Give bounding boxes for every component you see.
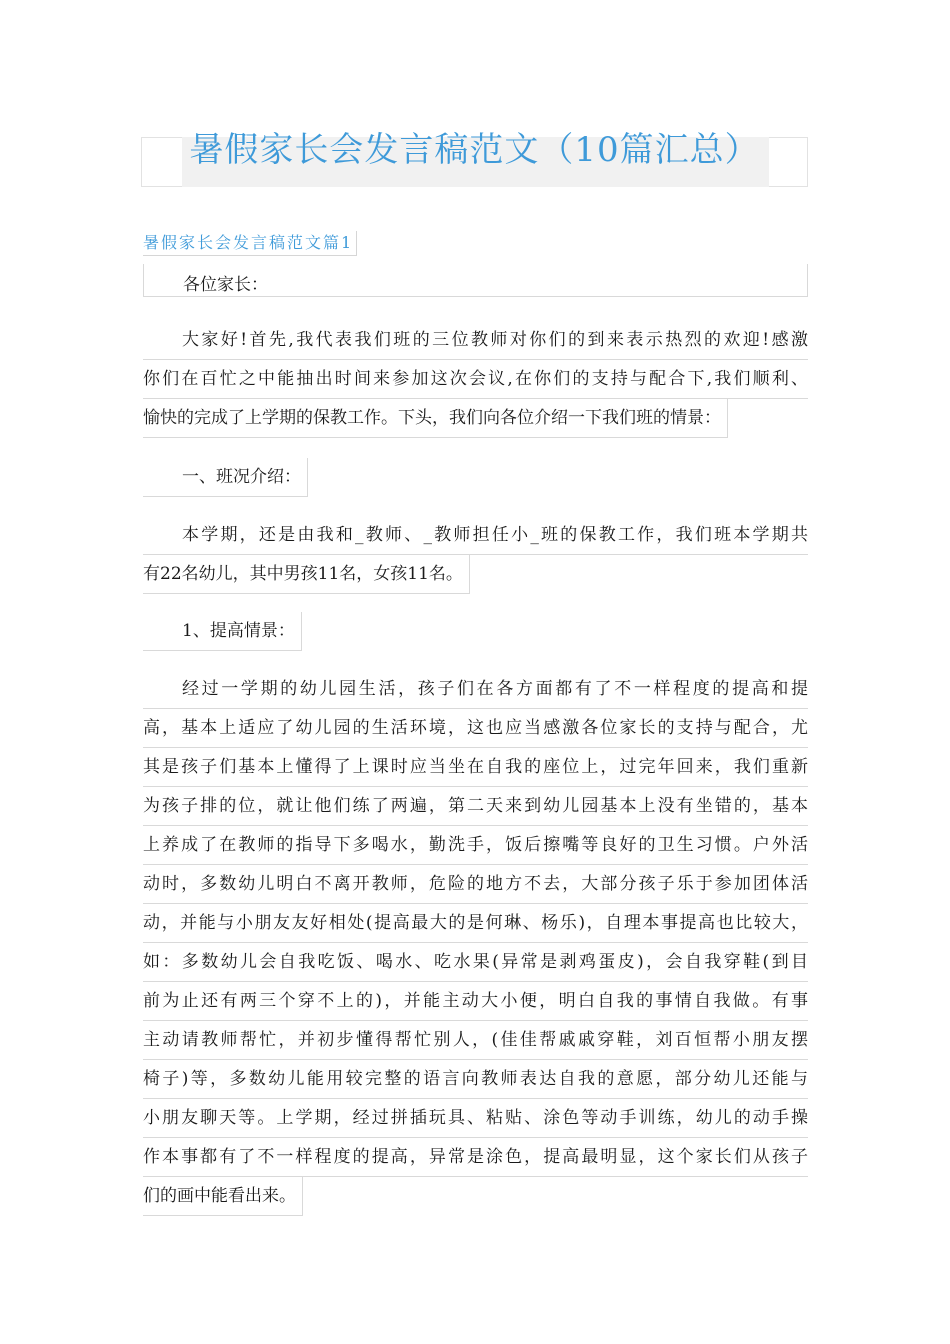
paragraph-line: 本学期，还是由我和_教师、_教师担任小_班的保教工作，我们班本学期共 [143,516,808,555]
paragraph-progress [143,670,808,1216]
paragraph-line: 动，并能与小朋友友好相处(提高最大的是何琳、杨乐)，自理本事提高也比较大， [143,904,808,943]
paragraph-line: 前为止还有两三个穿不上的)，并能主动大小便，明白自我的事情自我做。有事 [143,982,808,1021]
section-heading: 暑假家长会发言稿范文篇1 [143,231,357,256]
paragraph-line: 们的画中能看出来。 [143,1177,303,1216]
paragraph-line: 上养成了在教师的指导下多喝水，勤洗手，饭后擦嘴等良好的卫生习惯。户外活 [143,826,808,865]
paragraph-line: 大家好!首先,我代表我们班的三位教师对你们的到来表示热烈的欢迎!感激 [143,321,808,360]
paragraph-line: 1、提高情景： [143,612,302,651]
paragraph-line: 作本事都有了不一样程度的提高，异常是涂色，提高最明显，这个家长们从孩子 [143,1138,808,1177]
paragraph-line: 其是孩子们基本上懂得了上课时应当坐在自我的座位上，过完年回来，我们重新 [143,748,808,787]
paragraph-line: 一、班况介绍： [143,458,308,497]
paragraph-line: 高，基本上适应了幼儿园的生活环境，这也应当感激各位家长的支持与配合，尤 [143,709,808,748]
paragraph-line: 愉快的完成了上学期的保教工作。下头，我们向各位介绍一下我们班的情景： [143,399,728,438]
paragraph-line: 如：多数幼儿会自我吃饭、喝水、吃水果(异常是剥鸡蛋皮)，会自我穿鞋(到目 [143,943,808,982]
paragraph-line: 小朋友聊天等。上学期，经过拼插玩具、粘贴、涂色等动手训练，幼儿的动手操 [143,1099,808,1138]
paragraph-heading-2 [143,612,808,651]
paragraph-line: 各位家长： [143,264,808,297]
paragraph-line: 动时，多数幼儿明白不离开教师，危险的地方不去，大部分孩子乐于参加团体活 [143,865,808,904]
paragraph-line: 你们在百忙之中能抽出时间来参加这次会议,在你们的支持与配合下,我们顺利、 [143,360,808,399]
paragraph-line: 有22名幼儿，其中男孩11名，女孩11名。 [143,555,470,594]
paragraph-class-info [143,516,808,594]
paragraph-line: 主动请教师帮忙，并初步懂得帮忙别人，(佳佳帮戚戚穿鞋，刘百恒帮小朋友摆 [143,1021,808,1060]
paragraph-greeting [143,264,808,297]
document-title: 暑假家长会发言稿范文（10篇汇总） [189,130,760,170]
paragraph-line: 经过一学期的幼儿园生活，孩子们在各方面都有了不一样程度的提高和提 [143,670,808,709]
paragraph-line: 为孩子排的位，就让他们练了两遍，第二天来到幼儿园基本上没有坐错的，基本 [143,787,808,826]
paragraph-intro [143,321,808,438]
paragraph-line: 椅子)等，多数幼儿能用较完整的语言向教师表达自我的意愿，部分幼儿还能与 [143,1060,808,1099]
paragraph-heading-1 [143,458,808,497]
